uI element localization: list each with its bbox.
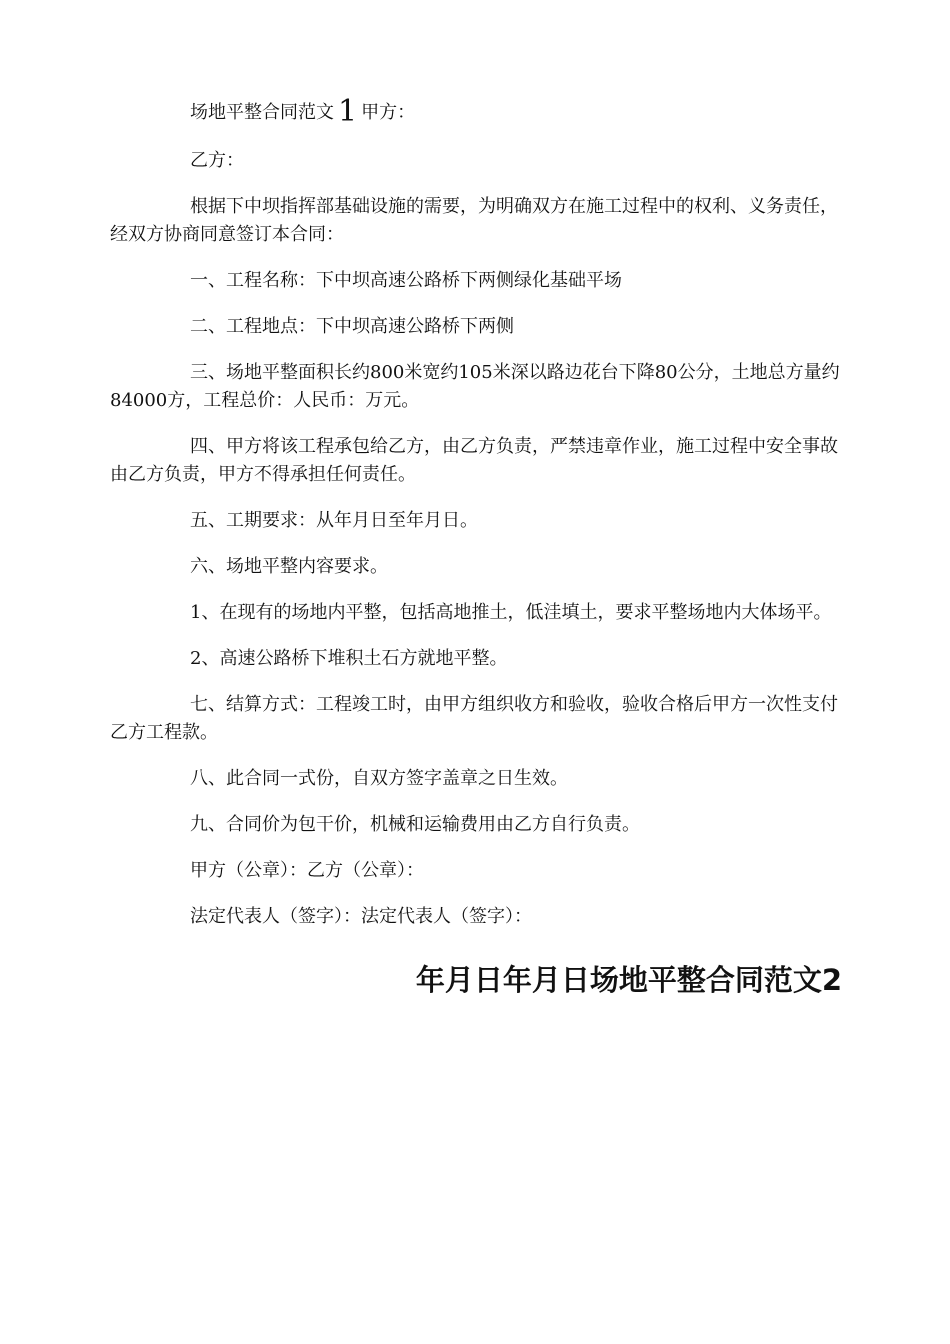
title-number: 1 bbox=[338, 94, 358, 129]
paragraph-seals: 甲方（公章）：乙方（公章）： bbox=[190, 860, 424, 881]
paragraph-schedule: 五、工期要求：从年月日至年月日。 bbox=[190, 510, 478, 531]
paragraph-preamble: 根据下中坝指挥部基础设施的需要，为明确双方在施工过程中的权利、义务责任，经双方协商同意签订本合同： bbox=[110, 196, 838, 245]
paragraph-settlement: 七、结算方式：工程竣工时，由甲方组织收方和验收，验收合格后甲方一次性支付乙方工程款。 bbox=[110, 694, 838, 743]
paragraph-signatures: 法定代表人（签字）：法定代表人（签字）： bbox=[190, 906, 532, 927]
section-heading-2: 年月日年月日场地平整合同范文2 bbox=[415, 963, 842, 997]
title-prefix: 场地平整合同范文 bbox=[190, 102, 334, 123]
paragraph-requirement-1: 1、在现有的场地内平整，包括高地推土，低洼填土，要求平整场地内大体场平。 bbox=[190, 602, 832, 623]
paragraph-requirement-2: 2、高速公路桥下堆积土石方就地平整。 bbox=[190, 648, 508, 669]
document-body bbox=[110, 94, 842, 949]
paragraph-effective: 八、此合同一式份，自双方签字盖章之日生效。 bbox=[190, 768, 568, 789]
paragraph-responsibility: 四、甲方将该工程承包给乙方，由乙方负责，严禁违章作业，施工过程中安全事故由乙方负责，甲方不得承担任何责任。 bbox=[110, 436, 838, 485]
paragraph-party-b: 乙方： bbox=[190, 150, 244, 171]
paragraph-project-location: 二、工程地点：下中坝高速公路桥下两侧 bbox=[190, 316, 514, 337]
paragraph-area-and-price: 三、场地平整面积长约800米宽约105米深以路边花台下降80公分，土地总方量约84000方，工程总价：人民币：万元。 bbox=[110, 362, 840, 411]
paragraph-project-name: 一、工程名称：下中坝高速公路桥下两侧绿化基础平场 bbox=[190, 270, 622, 291]
document-title-line bbox=[110, 94, 842, 129]
paragraph-price-terms: 九、合同价为包干价，机械和运输费用由乙方自行负责。 bbox=[190, 814, 640, 835]
paragraph-requirements: 六、场地平整内容要求。 bbox=[190, 556, 388, 577]
title-suffix: 甲方： bbox=[361, 102, 416, 123]
